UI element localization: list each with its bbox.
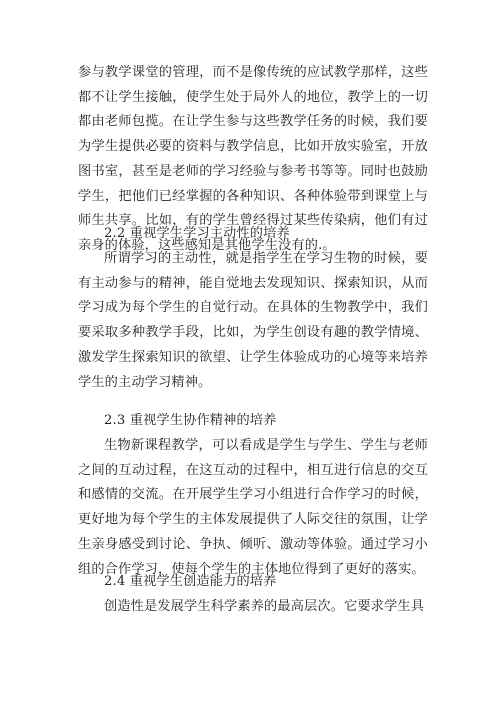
paragraph-text: 参与教学课堂的管理，而不是像传统的应试教学那样，这些都不让学生接触，使学生处于局外人的地位，教学上的一切都由老师包揽。在让学生参与这些教学任务的时候，我们要为学生提供必要的资料与教学信息，比如开放实验室，开放图书室，甚至是老师的学习经验与参考书等等。同时也鼓励学生，把他们已经掌握的各种知识、各种体验带到课堂上与师生共享。比如，有的学生曾经得过某些传染病，他们有过亲身的体验，这些感知是其他学生没有的.。 <box>78 65 428 253</box>
paragraph-text: 创造性是发展学生科学素养的最高层次。它要求学生具 <box>104 599 425 614</box>
heading-text: 2.3 重视学生协作精神的培养 <box>104 413 277 428</box>
body-paragraph <box>78 247 428 395</box>
paragraph-text: 生物新课程教学，可以看成是学生与学生、学生与老师之间的互动过程，在这互动的过程中，相互进行信息的交互和感情的交流。在开展学生学习小组进行合作学习的时候，更好地为每个学生的主体发展提供了人际交往的氛围，让学生亲身感受到讨论、争执、倾听、激动等体验。通过学习小组的合作学习，使每个学生的主体地位得到了更好的落实。 <box>78 438 428 577</box>
body-paragraph <box>78 434 428 582</box>
section-heading <box>78 409 428 434</box>
heading-text: 2.4 重视学生创造能力的培养 <box>104 574 277 589</box>
section-heading <box>78 222 428 247</box>
heading-text: 2.2 重视学生学习主动性的培养 <box>104 226 290 241</box>
section-heading <box>78 570 428 595</box>
paragraph-text: 所谓学习的主动性，就是指学生在学习生物的时候，要有主动参与的精神，能自觉地去发现知识、探索知识，从而学习成为每个学生的自觉行动。在具体的生物教学中，我们要采取多种教学手段，比如，为学生创设有趣的教学情境、激发学生探索知识的欲望、让学生体验成功的心境等来培养学生的主动学习精神。 <box>78 251 428 390</box>
body-paragraph <box>78 595 428 620</box>
